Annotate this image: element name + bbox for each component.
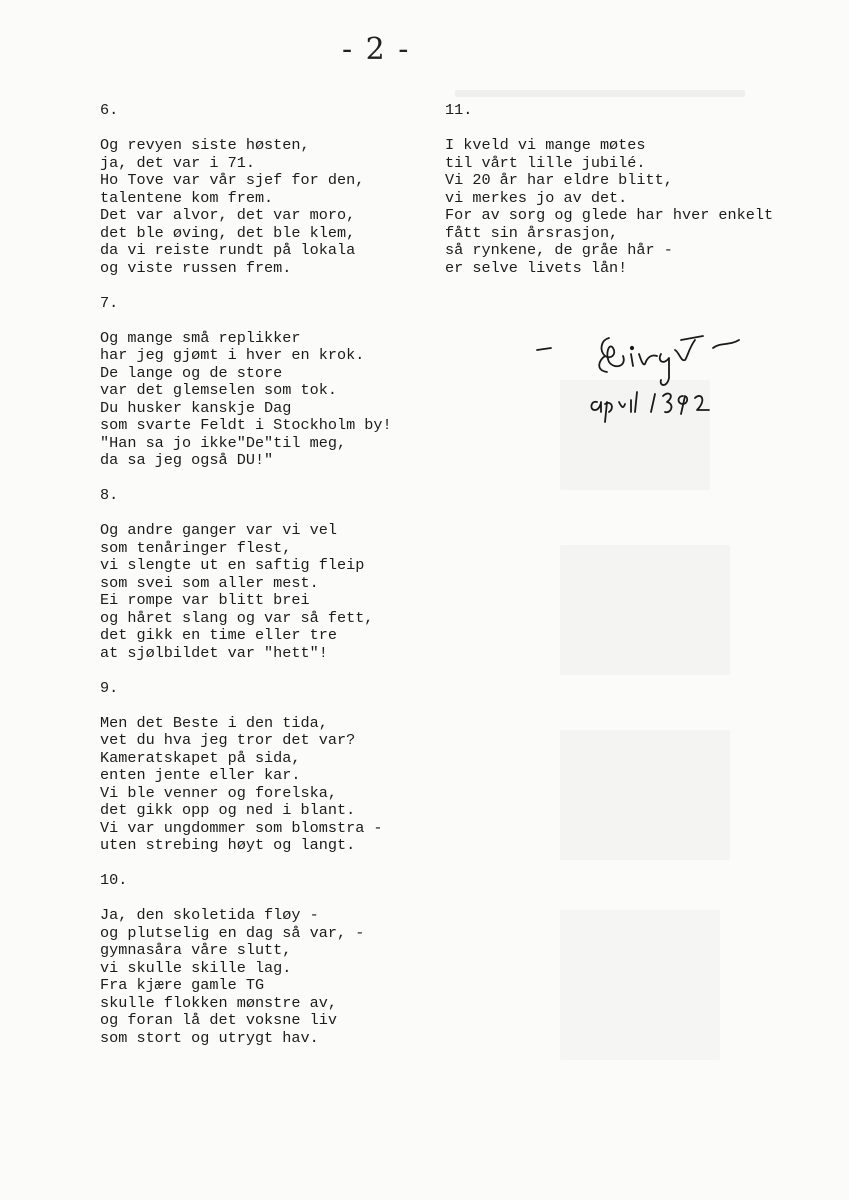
verse-line: Ho Tove var vår sjef for den,: [100, 171, 365, 189]
verse-line: skulle flokken mønstre av,: [100, 993, 337, 1012]
verse-number: 9.: [100, 678, 119, 697]
verse-line: det ble øving, det ble klem,: [100, 223, 356, 242]
verse-line: For av sorg og glede har hver enkelt: [445, 206, 774, 224]
verse-block: [100, 487, 430, 662]
bleed-through-mark: [560, 910, 720, 1060]
verse-line: til vårt lille jubilé.: [445, 153, 646, 172]
verse-line: er selve livets lån!: [445, 258, 628, 277]
verse-line: gymnasåra våre slutt,: [100, 941, 292, 959]
verse-line: Ei rompe var blitt brei: [100, 591, 310, 609]
verse-number: 8.: [100, 486, 119, 504]
verse-line: som svarte Feldt i Stockholm by!: [100, 416, 392, 434]
verse-line: Det var alvor, det var moro,: [100, 206, 356, 224]
verse-line: ja, det var i 71.: [100, 153, 255, 172]
verse-line: Og mange små replikker: [100, 328, 301, 347]
verse-block: [100, 680, 430, 855]
verse-line: Ja, den skoletida fløy -: [100, 906, 319, 924]
verse-line: enten jente eller kar.: [100, 766, 301, 784]
handwritten-signature: [535, 330, 785, 430]
verse-line: talentene kom frem.: [100, 188, 274, 207]
verse-line: så rynkene, de gråe hår -: [445, 241, 673, 259]
verse-line: vet du hva jeg tror det var?: [100, 731, 356, 749]
verse-line: og håret slang og var så fett,: [100, 608, 374, 627]
verse-line: Du husker kanskje Dag: [100, 398, 292, 417]
right-column: [445, 102, 835, 277]
bleed-through-mark: [455, 90, 745, 97]
verse-line: da vi reiste rundt på lokala: [100, 241, 356, 259]
verse-line: Kameratskapet på sida,: [100, 748, 301, 767]
verse-line: Fra kjære gamle TG: [100, 976, 265, 994]
verse-line: Og revyen siste høsten,: [100, 136, 310, 154]
verse-number: 6.: [100, 101, 119, 119]
verse-line: som stort og utrygt hav.: [100, 1028, 319, 1047]
verse-line: som svei som aller mest.: [100, 573, 319, 592]
verse-line: og foran lå det voksne liv: [100, 1011, 337, 1029]
verse-line: vi merkes jo av det.: [445, 188, 628, 207]
verse-block: [100, 102, 430, 277]
verse-line: Og andre ganger var vi vel: [100, 521, 337, 539]
verse-line: som tenåringer flest,: [100, 538, 292, 557]
page-number: - 2 -: [342, 32, 411, 67]
verse-line: det gikk opp og ned i blant.: [100, 801, 356, 819]
verse-line: og viste russen frem.: [100, 258, 292, 277]
verse-line: da sa jeg også DU!": [100, 451, 274, 469]
verse-line: Vi 20 år har eldre blitt,: [445, 171, 673, 189]
verse-line: "Han sa jo ikke"De"til meg,: [100, 433, 347, 452]
verse-line: vi slengte ut en saftig fleip: [100, 556, 365, 574]
verse-line: var det glemselen som tok.: [100, 381, 337, 399]
bleed-through-mark: [560, 545, 730, 675]
left-column: [100, 102, 430, 1047]
verse-line: fått sin årsrasjon,: [445, 223, 619, 242]
verse-line: vi skulle skille lag.: [100, 958, 292, 977]
verse-line: og plutselig en dag så var, -: [100, 923, 365, 942]
verse-line: I kveld vi mange møtes: [445, 136, 646, 154]
verse-block: [445, 102, 835, 277]
verse-line: uten strebing høyt og langt.: [100, 836, 356, 854]
verse-block: [100, 872, 430, 1047]
verse-line: Vi ble venner og forelska,: [100, 783, 337, 802]
verse-line: det gikk en time eller tre: [100, 626, 337, 644]
verse-line: at sjølbildet var "hett"!: [100, 643, 328, 662]
verse-line: Vi var ungdommer som blomstra -: [100, 818, 383, 837]
verse-line: har jeg gjømt i hver en krok.: [100, 346, 365, 364]
verse-block: [100, 295, 430, 470]
verse-line: Men det Beste i den tida,: [100, 713, 328, 732]
verse-line: De lange og de store: [100, 363, 283, 382]
verse-number: 7.: [100, 293, 119, 312]
bleed-through-mark: [560, 730, 730, 860]
verse-number: 10.: [100, 871, 128, 889]
verse-number: 11.: [445, 101, 473, 119]
